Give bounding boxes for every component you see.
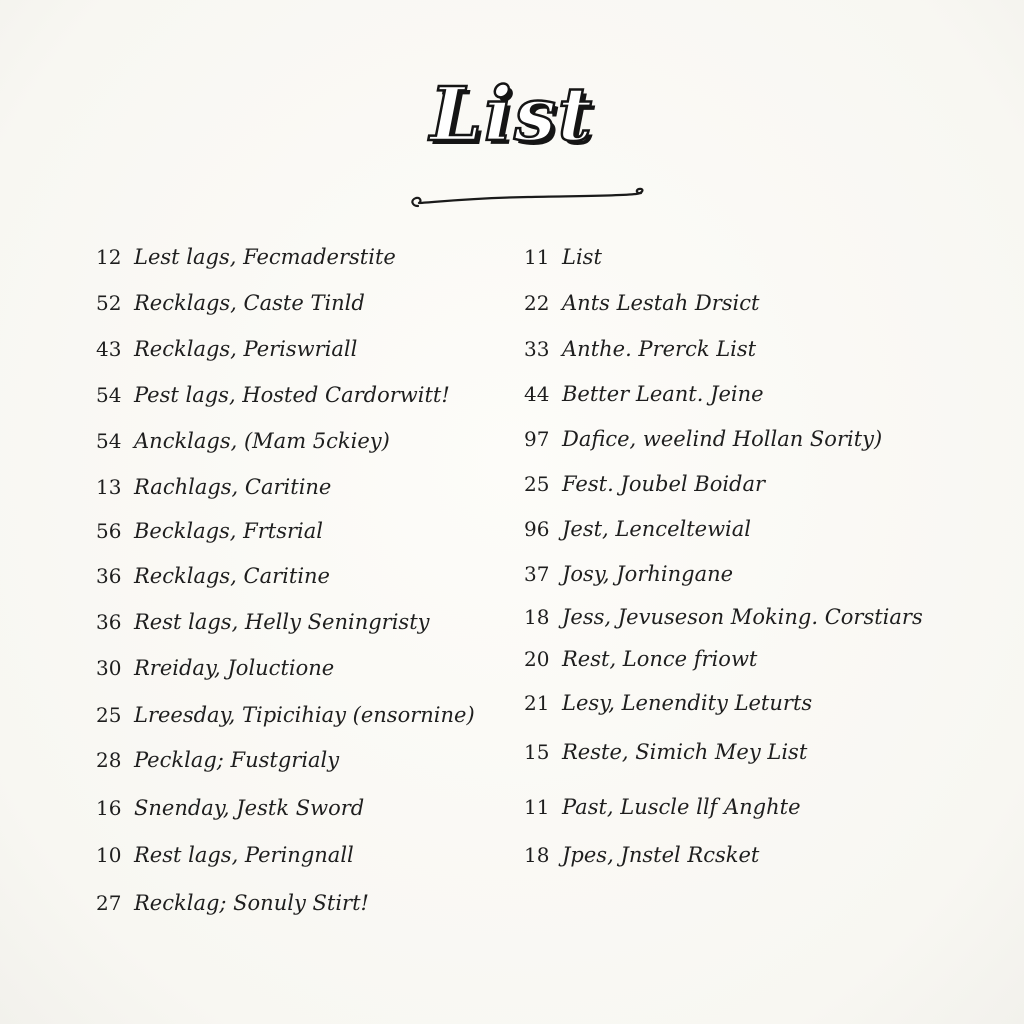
item-number: 54 xyxy=(96,383,122,407)
list-item xyxy=(524,425,882,453)
item-text: Better Leant. Jeine xyxy=(562,382,764,406)
item-number: 33 xyxy=(524,337,550,361)
item-number: 36 xyxy=(96,610,122,634)
item-number: 20 xyxy=(524,647,550,671)
item-text: Rest, Lonce friowt xyxy=(562,647,758,671)
list-item xyxy=(524,380,764,408)
item-text: Lest lags, Fecmaderstite xyxy=(134,245,396,269)
list-item xyxy=(524,793,801,821)
list-item xyxy=(96,289,365,317)
title-underline-flourish xyxy=(408,184,648,214)
item-number: 97 xyxy=(524,427,550,451)
list-item xyxy=(96,889,369,917)
item-number: 25 xyxy=(524,472,550,496)
item-text: Pest lags, Hosted Cardorwitt! xyxy=(134,383,450,407)
item-text: Jest, Lenceltewial xyxy=(562,517,752,541)
item-text: Recklags, Caste Tinld xyxy=(134,291,365,315)
item-text: List xyxy=(562,245,602,269)
item-text: Recklags, Periswriall xyxy=(134,337,358,361)
item-number: 21 xyxy=(524,691,550,715)
item-number: 10 xyxy=(96,843,122,867)
list-item xyxy=(524,289,759,317)
item-text: Josy, Jorhingane xyxy=(562,562,734,586)
page-title: List xyxy=(430,72,594,158)
item-number: 12 xyxy=(96,245,122,269)
item-number: 15 xyxy=(524,740,550,764)
item-text: Reste, Simich Mey List xyxy=(562,740,808,764)
item-number: 54 xyxy=(96,429,122,453)
list-item xyxy=(524,470,765,498)
item-text: Rest lags, Helly Seningristy xyxy=(134,610,430,634)
item-number: 22 xyxy=(524,291,550,315)
list-item xyxy=(96,517,323,545)
item-text: Anthe. Prerck List xyxy=(562,337,757,361)
item-text: Recklags, Caritine xyxy=(134,564,330,588)
list-item xyxy=(96,335,357,363)
list-item xyxy=(96,746,339,774)
item-text: Snenday, Jestk Sword xyxy=(134,796,365,820)
list-item xyxy=(524,603,923,631)
list-item xyxy=(96,473,331,501)
list-item xyxy=(524,335,756,363)
item-text: Pecklag; Fustgrialy xyxy=(134,748,340,772)
list-item xyxy=(96,841,354,869)
item-number: 37 xyxy=(524,562,550,586)
item-text: Fest. Joubel Boidar xyxy=(562,472,766,496)
item-number: 28 xyxy=(96,748,122,772)
item-number: 11 xyxy=(524,245,550,269)
item-number: 44 xyxy=(524,382,550,406)
item-text: Dafice, weelind Hollan Sority) xyxy=(562,427,883,451)
list-item xyxy=(96,701,475,729)
list-item xyxy=(96,381,450,409)
list-item xyxy=(96,562,330,590)
item-text: Jpes, Jnstel Rcsket xyxy=(562,843,760,867)
item-number: 25 xyxy=(96,703,122,727)
list-item xyxy=(524,515,751,543)
item-number: 13 xyxy=(96,475,122,499)
list-item xyxy=(96,608,430,636)
list-item xyxy=(96,243,396,271)
list-item xyxy=(96,427,390,455)
list-item xyxy=(524,841,759,869)
list-item xyxy=(96,794,364,822)
list-item xyxy=(96,654,334,682)
item-text: Recklag; Sonuly Stirt! xyxy=(134,891,369,915)
item-number: 30 xyxy=(96,656,122,680)
item-number: 18 xyxy=(524,843,550,867)
item-text: Past, Luscle llf Anghte xyxy=(562,795,801,819)
item-number: 27 xyxy=(96,891,122,915)
list-item xyxy=(524,243,602,271)
list-item xyxy=(524,645,757,673)
item-number: 16 xyxy=(96,796,122,820)
item-text: Lesy, Lenendity Leturts xyxy=(562,691,813,715)
item-text: Becklags, Frtsrial xyxy=(134,519,323,543)
item-text: Rreiday, Joluctione xyxy=(134,656,335,680)
item-text: Rest lags, Peringnall xyxy=(134,843,354,867)
item-text: Ants Lestah Drsict xyxy=(562,291,760,315)
item-number: 43 xyxy=(96,337,122,361)
item-number: 36 xyxy=(96,564,122,588)
list-item xyxy=(524,689,812,717)
item-text: Ancklags, (Mam 5ckiey) xyxy=(134,429,390,453)
item-text: Rachlags, Caritine xyxy=(134,475,332,499)
item-number: 18 xyxy=(524,605,550,629)
item-number: 11 xyxy=(524,795,550,819)
list-item xyxy=(524,560,733,588)
item-text: Lreesday, Tipicihiay (ensornine) xyxy=(134,703,475,727)
item-text: Jess, Jevuseson Moking. Corstiars xyxy=(562,605,923,629)
list-item xyxy=(524,738,807,766)
item-number: 52 xyxy=(96,291,122,315)
item-number: 96 xyxy=(524,517,550,541)
item-number: 56 xyxy=(96,519,122,543)
